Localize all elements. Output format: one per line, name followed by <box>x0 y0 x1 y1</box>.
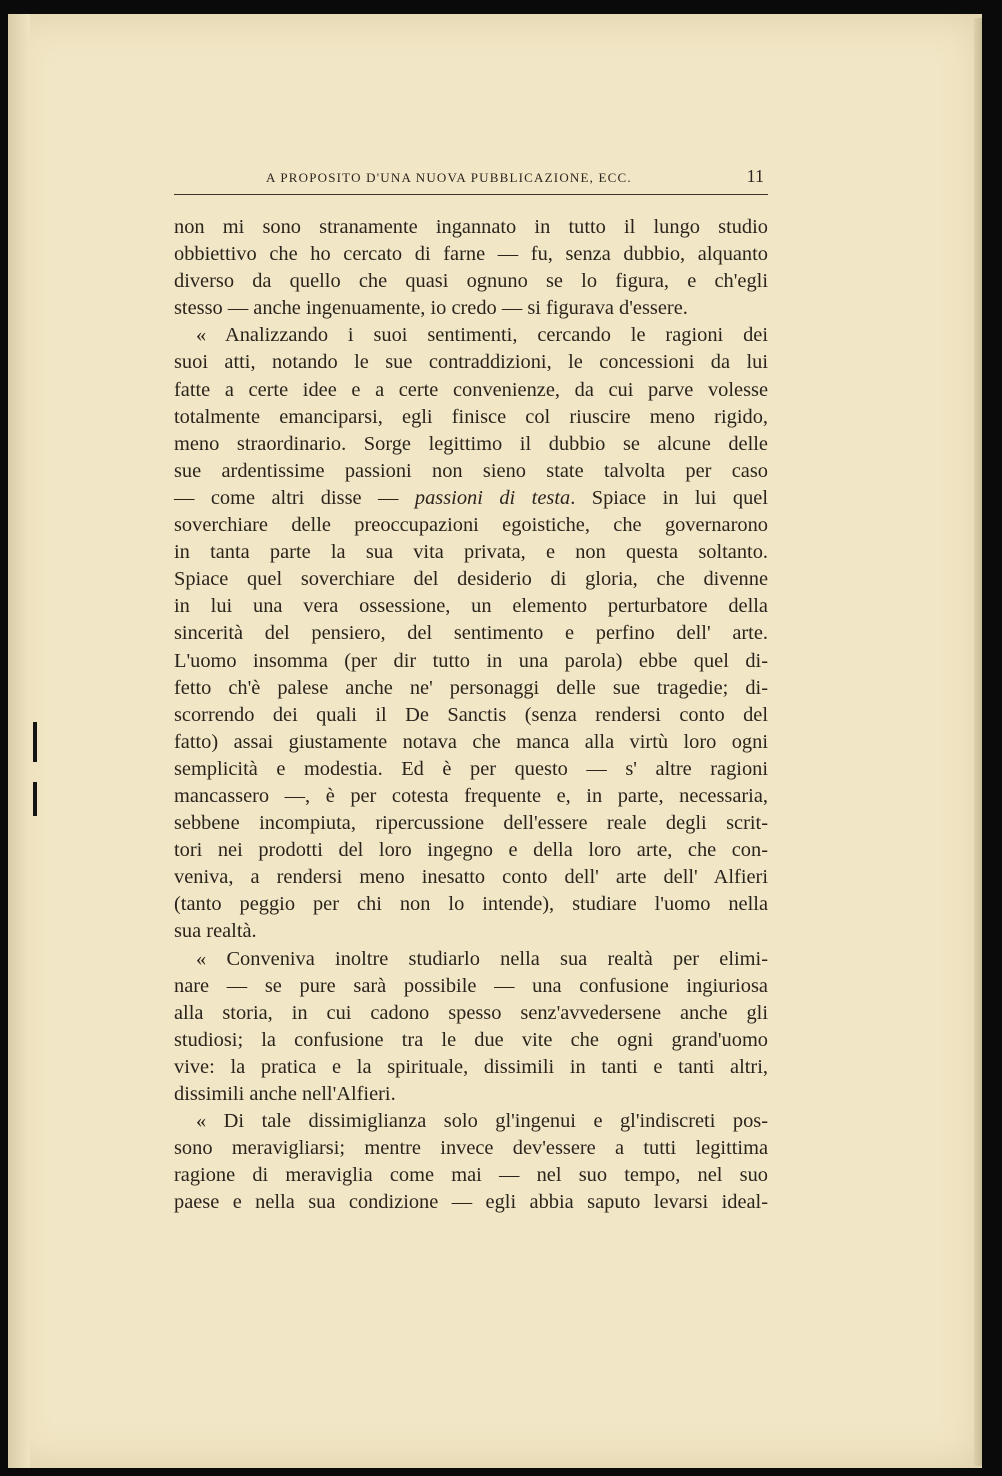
text-line: L'uomo insomma (per dir tutto in una parola) ebbe quel di- <box>174 649 768 672</box>
text-line: ragione di meraviglia come mai — nel suo tempo, nel suo <box>174 1164 768 1187</box>
text-line: non mi sono stranamente ingannato in tutto il lungo studio <box>174 216 768 238</box>
page-edge <box>974 18 982 1466</box>
text-line: nare — se pure sarà possibile — una confusione ingiuriosa <box>174 974 768 997</box>
text-line: suoi atti, notando le sue contraddizioni, le concessioni da lui <box>174 351 768 374</box>
text-line: Spiace quel soverchiare del desiderio di gloria, che divenne <box>174 568 768 591</box>
text-line: « Di tale dissimiglianza solo gl'ingenui e gl'indiscreti pos- <box>196 1110 768 1133</box>
text-line: scorrendo dei quali il De Sanctis (senza rendersi conto del <box>174 703 768 726</box>
text-line: dissimili anche nell'Alfieri. <box>174 1083 396 1105</box>
text-line: obbiettivo che ho cercato di farne — fu, senza dubbio, alquanto <box>174 243 768 266</box>
text-line: alla storia, in cui cadono spesso senz'avvedersene anche gli <box>174 1001 768 1024</box>
text-line: sebbene incompiuta, ripercussione dell'essere reale degli scrit- <box>174 812 768 835</box>
body-text <box>174 214 768 1216</box>
margin-mark-upper <box>33 722 37 762</box>
text-line: sincerità del pensiero, del sentimento e perfino dell' arte. <box>174 622 768 645</box>
page-number: 11 <box>746 166 764 186</box>
text-line: fetto ch'è palese anche ne' personaggi delle sue tragedie; di- <box>174 676 768 699</box>
text-line: totalmente emanciparsi, egli finisce col riuscire meno rigido, <box>174 405 768 428</box>
text-line: meno straordinario. Sorge legittimo il dubbio se alcune delle <box>174 432 768 455</box>
text-line: veniva, a rendersi meno inesatto conto dell' arte dell' Alfieri <box>174 866 768 889</box>
italic-phrase: passioni di testa <box>414 486 571 509</box>
text-line: « Conveniva inoltre studiarlo nella sua realtà per elimi- <box>196 947 768 970</box>
text-line: soverchiare delle preoccupazioni egoistiche, che governarono <box>174 514 768 537</box>
text-line: sua realtà. <box>174 920 257 943</box>
running-title: A PROPOSITO D'UNA NUOVA PUBBLICAZIONE, ECC. <box>266 170 632 185</box>
text-line: paese e nella sua condizione — egli abbia saputo levarsi ideal- <box>174 1191 768 1214</box>
text-line: sue ardentissime passioni non sieno state talvolta per caso <box>174 459 768 482</box>
text-line-with-italic <box>174 485 768 512</box>
line-start: — come altri disse — <box>174 486 415 509</box>
text-line: in tanta parte la sua vita privata, e non questa soltanto. <box>174 541 768 564</box>
text-line: (tanto peggio per chi non lo intende), studiare l'uomo nella <box>174 893 768 916</box>
margin-mark-lower <box>33 782 37 816</box>
line-end: . Spiace in lui quel <box>570 486 768 509</box>
page-gutter-shadow <box>8 14 30 1468</box>
text-line: « Analizzando i suoi sentimenti, cercando le ragioni dei <box>196 324 768 347</box>
text-line: stesso — anche ingenuamente, io credo — si figurava d'essere. <box>174 297 688 320</box>
text-line: studiosi; la confusione tra le due vite che ogni grand'uomo <box>174 1028 768 1051</box>
text-line: fatte a certe idee e a certe convenienze, da cui parve volesse <box>174 378 768 401</box>
text-line: in lui una vera ossessione, un elemento perturbatore della <box>174 595 768 618</box>
text-line: vive: la pratica e la spirituale, dissimili in tanti e tanti altri, <box>174 1055 768 1078</box>
page-header <box>174 168 768 195</box>
text-line: mancassero —, è per cotesta frequente e, in parte, necessaria, <box>174 784 768 807</box>
text-line: diverso da quello che quasi ognuno se lo figura, e ch'egli <box>174 270 768 293</box>
text-line: fatto) assai giustamente notava che manca alla virtù loro ogni <box>174 730 768 753</box>
text-line: tori nei prodotti del loro ingegno e della loro arte, che con- <box>174 839 768 862</box>
text-line: sono meravigliarsi; mentre invece dev'essere a tutti legittima <box>174 1137 768 1160</box>
text-line: semplicità e modestia. Ed è per questo — s' altre ragioni <box>174 757 768 780</box>
